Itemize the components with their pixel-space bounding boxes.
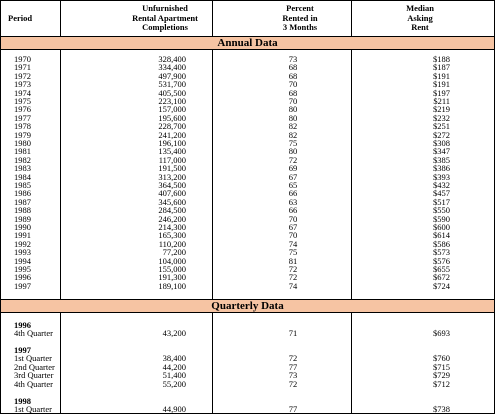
- header-period: Period: [8, 13, 33, 23]
- completions-cell: 51,400: [162, 370, 186, 381]
- header-completions-line: Rental Apartment: [132, 12, 198, 23]
- header-completions-line: Unfurnished: [142, 3, 188, 13]
- quarter-year-heading: 1997: [14, 345, 31, 355]
- period-cell: 1972: [14, 70, 31, 81]
- percent-cell: 70: [288, 230, 298, 241]
- percent-cell: 74: [288, 280, 298, 291]
- percent-cell: 66: [288, 188, 298, 199]
- completions-cell: 223,100: [158, 96, 186, 106]
- completions-cell: 44,900: [162, 404, 186, 414]
- rent-cell: $517: [433, 196, 450, 207]
- completions-cell: 157,000: [158, 104, 186, 115]
- period-cell: 1986: [14, 188, 31, 199]
- rent-cell: $600: [433, 222, 450, 232]
- column-divider: [60, 0, 61, 37]
- period-cell: 1974: [14, 87, 31, 98]
- rent-cell: $211: [433, 96, 450, 106]
- period-cell: 1995: [14, 264, 31, 274]
- completions-cell: 38,400: [162, 353, 186, 364]
- rent-cell: $573: [433, 247, 450, 258]
- period-cell: 1st Quarter: [14, 353, 53, 364]
- completions-cell: 228,700: [158, 121, 186, 132]
- period-cell: 1991: [14, 230, 31, 241]
- period-cell: 1996: [14, 272, 31, 283]
- period-cell: 1975: [14, 96, 31, 106]
- completions-cell: 214,300: [158, 222, 186, 232]
- percent-cell: 80: [288, 146, 298, 157]
- period-cell: 1990: [14, 222, 31, 232]
- completions-cell: 104,000: [158, 255, 186, 266]
- header-percent-line: Rented in: [282, 12, 318, 23]
- quarter-year-heading: 1998: [14, 396, 31, 406]
- header-rent-line: Median: [406, 3, 434, 13]
- rent-cell: $693: [433, 328, 450, 339]
- percent-cell: 70: [288, 96, 298, 106]
- header-rent: [380, 4, 460, 33]
- header-completions: [110, 4, 220, 33]
- percent-cell: 75: [288, 247, 298, 258]
- period-cell: 3rd Quarter: [14, 370, 54, 381]
- period-cell: 1st Quarter: [14, 404, 53, 414]
- rent-cell: $347: [433, 146, 450, 157]
- rent-cell: $738: [433, 404, 450, 414]
- completions-cell: 313,200: [158, 171, 186, 182]
- rent-cell: $550: [433, 205, 450, 216]
- rent-cell: $614: [433, 230, 450, 241]
- percent-cell: 81: [288, 255, 298, 266]
- percent-cell: 68: [288, 62, 298, 73]
- percent-cell: 77: [288, 361, 298, 372]
- completions-cell: 43,200: [162, 328, 186, 339]
- period-cell: 1987: [14, 196, 31, 207]
- percent-cell: 72: [288, 264, 298, 274]
- completions-cell: 284,500: [158, 205, 186, 216]
- period-cell: 1984: [14, 171, 31, 182]
- percent-cell: 77: [288, 404, 298, 414]
- period-cell: 1992: [14, 238, 31, 249]
- percent-cell: 73: [288, 370, 298, 381]
- rent-cell: $760: [433, 353, 450, 364]
- period-cell: 1982: [14, 154, 31, 165]
- period-cell: 1976: [14, 104, 31, 115]
- rent-cell: $187: [433, 62, 450, 73]
- period-cell: 1993: [14, 247, 31, 258]
- column-divider: [60, 313, 61, 414]
- rent-cell: $586: [433, 238, 450, 249]
- period-cell: 1985: [14, 180, 31, 190]
- rent-cell: $655: [433, 264, 450, 274]
- rent-cell: $672: [433, 272, 450, 283]
- column-divider: [212, 313, 213, 414]
- section-band-annual: Annual Data: [1, 36, 494, 50]
- completions-cell: 497,900: [158, 70, 186, 81]
- completions-cell: 165,300: [158, 230, 186, 241]
- percent-cell: 66: [288, 205, 298, 216]
- percent-cell: 65: [288, 180, 298, 190]
- rent-cell: $386: [433, 163, 450, 174]
- period-cell: 4th Quarter: [14, 328, 53, 339]
- rent-cell: $724: [433, 280, 450, 291]
- percent-cell: 74: [288, 238, 298, 249]
- percent-cell: 72: [288, 272, 298, 283]
- completions-cell: 531,700: [158, 79, 186, 90]
- period-cell: 1979: [14, 129, 31, 140]
- percent-cell: 82: [288, 129, 298, 140]
- rent-cell: $188: [433, 54, 450, 64]
- percent-cell: 67: [288, 222, 298, 232]
- section-band-quarterly: Quarterly Data: [1, 299, 494, 313]
- period-cell: 1989: [14, 213, 31, 224]
- percent-cell: 71: [288, 328, 298, 339]
- column-divider: [212, 0, 213, 37]
- percent-cell: 72: [288, 353, 298, 364]
- percent-cell: 70: [288, 213, 298, 224]
- percent-cell: 75: [288, 138, 298, 148]
- rent-cell: $308: [433, 138, 450, 148]
- rent-cell: $590: [433, 213, 450, 224]
- completions-cell: 364,500: [158, 180, 186, 190]
- completions-cell: 196,100: [158, 138, 186, 148]
- percent-cell: 72: [288, 154, 298, 165]
- completions-cell: 110,200: [158, 238, 186, 249]
- period-cell: 1971: [14, 62, 31, 73]
- rent-cell: $385: [433, 154, 450, 165]
- period-cell: 1981: [14, 146, 31, 157]
- completions-cell: 135,400: [158, 146, 186, 157]
- header-percent-line: Percent: [286, 3, 314, 13]
- completions-cell: 246,200: [158, 213, 186, 224]
- column-divider: [60, 50, 61, 299]
- column-divider: [351, 50, 352, 299]
- header-rent-line: Asking: [407, 12, 433, 23]
- rent-cell: $251: [433, 121, 450, 132]
- percent-cell: 69: [288, 163, 298, 174]
- rent-cell: $219: [433, 104, 450, 115]
- rent-cell: $576: [433, 255, 450, 266]
- percent-cell: 63: [288, 196, 298, 207]
- period-cell: 1973: [14, 79, 31, 90]
- percent-cell: 73: [288, 54, 298, 64]
- rent-cell: $712: [433, 378, 450, 389]
- period-cell: 1980: [14, 138, 31, 148]
- rent-cell: $191: [433, 70, 450, 81]
- period-cell: 1997: [14, 280, 31, 291]
- quarter-year-heading: 1996: [14, 320, 31, 330]
- completions-cell: 44,200: [162, 361, 186, 372]
- rent-cell: $432: [433, 180, 450, 190]
- completions-cell: 334,400: [158, 62, 186, 73]
- rent-cell: $191: [433, 79, 450, 90]
- percent-cell: 68: [288, 87, 298, 98]
- completions-cell: 77,200: [162, 247, 186, 258]
- period-cell: 1983: [14, 163, 31, 174]
- period-cell: 2nd Quarter: [14, 361, 55, 372]
- rent-cell: $232: [433, 112, 450, 123]
- percent-cell: 82: [288, 121, 298, 132]
- column-divider: [212, 50, 213, 299]
- rent-cell: $729: [433, 370, 450, 381]
- rent-cell: $715: [433, 361, 450, 372]
- header-completions-line: Completions: [142, 22, 188, 32]
- percent-cell: 70: [288, 79, 298, 90]
- column-divider: [351, 313, 352, 414]
- period-cell: 1978: [14, 121, 31, 132]
- period-cell: 1994: [14, 255, 31, 266]
- completions-cell: 195,600: [158, 112, 186, 123]
- percent-cell: 67: [288, 171, 298, 182]
- completions-cell: 155,000: [158, 264, 186, 274]
- percent-cell: 80: [288, 112, 298, 123]
- header-percent-line: 3 Months: [282, 22, 318, 32]
- period-cell: 1977: [14, 112, 31, 123]
- completions-cell: 407,600: [158, 188, 186, 199]
- period-cell: 1970: [14, 54, 31, 64]
- column-divider: [351, 0, 352, 37]
- completions-cell: 345,600: [158, 196, 186, 207]
- header-percent: [260, 4, 340, 33]
- percent-cell: 80: [288, 104, 298, 115]
- completions-cell: 117,000: [158, 154, 186, 165]
- completions-cell: 191,500: [158, 163, 186, 174]
- completions-cell: 55,200: [162, 378, 186, 389]
- period-cell: 4th Quarter: [14, 378, 53, 389]
- period-cell: 1988: [14, 205, 31, 216]
- completions-cell: 405,500: [158, 87, 186, 98]
- completions-cell: 191,300: [158, 272, 186, 283]
- percent-cell: 68: [288, 70, 298, 81]
- rent-cell: $197: [433, 87, 450, 98]
- rent-cell: $457: [433, 188, 450, 199]
- table-header: [0, 0, 495, 37]
- percent-cell: 72: [288, 378, 298, 389]
- rent-cell: $272: [433, 129, 450, 140]
- completions-cell: 189,100: [158, 280, 186, 291]
- completions-cell: 241,200: [158, 129, 186, 140]
- header-rent-line: Rent: [411, 22, 429, 32]
- completions-cell: 328,400: [158, 54, 186, 64]
- rent-cell: $393: [433, 171, 450, 182]
